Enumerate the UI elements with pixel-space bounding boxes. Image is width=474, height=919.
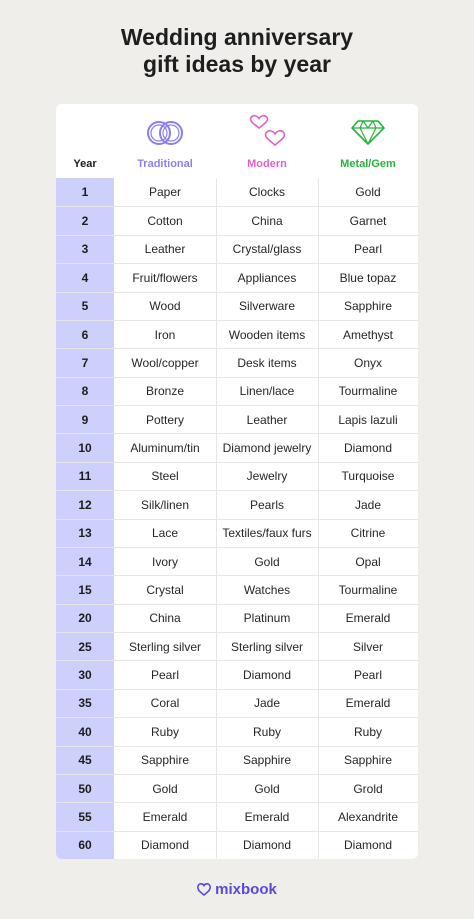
traditional-cell: Leather	[144, 242, 186, 257]
table-row	[56, 604, 418, 632]
hearts-icon	[247, 114, 287, 148]
table-header	[56, 104, 418, 178]
header-traditional-label: Traditional	[137, 158, 193, 170]
header-modern	[216, 104, 318, 178]
table-row	[56, 746, 418, 774]
modern-cell: Emerald	[244, 809, 290, 824]
modern-cell: Diamond	[242, 668, 292, 683]
year-cell: 45	[78, 753, 92, 768]
traditional-cell: Gold	[152, 781, 178, 796]
modern-cell: Gold	[254, 781, 280, 796]
traditional-cell: Emerald	[142, 809, 188, 824]
table-row	[56, 292, 418, 320]
year-cell: 2	[81, 214, 89, 229]
metal-cell: Jade	[354, 497, 382, 512]
metal-cell: Emerald	[345, 696, 391, 711]
metal-cell: Citrine	[350, 526, 386, 541]
year-cell: 3	[81, 242, 89, 257]
metal-cell: Onyx	[353, 355, 382, 370]
modern-cell: Diamond	[242, 838, 292, 853]
metal-cell: Silver	[352, 639, 383, 654]
year-cell: 25	[78, 639, 92, 654]
modern-cell: Desk items	[237, 355, 297, 370]
table-row	[56, 660, 418, 688]
table-row	[56, 575, 418, 603]
modern-cell: Ruby	[252, 724, 281, 739]
year-cell: 60	[78, 838, 92, 853]
traditional-cell: Diamond	[140, 838, 190, 853]
traditional-cell: Iron	[154, 327, 176, 342]
traditional-cell: Wood	[149, 299, 181, 314]
table-row	[56, 348, 418, 376]
traditional-cell: Wool/copper	[131, 355, 199, 370]
header-metal-label: Metal/Gem	[340, 158, 396, 170]
traditional-cell: Steel	[151, 469, 179, 484]
year-cell: 10	[78, 441, 92, 456]
traditional-cell: Sapphire	[140, 753, 190, 768]
year-cell: 1	[81, 185, 89, 200]
metal-cell: Sapphire	[343, 299, 393, 314]
header-traditional	[114, 104, 216, 178]
metal-cell: Pearl	[353, 668, 382, 683]
year-cell: 13	[78, 526, 92, 541]
metal-cell: Diamond	[343, 441, 393, 456]
page-title	[0, 24, 474, 78]
rings-icon	[144, 118, 186, 148]
modern-cell: Jade	[253, 696, 281, 711]
traditional-cell: Ivory	[151, 554, 178, 569]
traditional-cell: Ruby	[150, 724, 179, 739]
table-row	[56, 519, 418, 547]
modern-cell: Pearls	[249, 497, 284, 512]
modern-cell: Textiles/faux furs	[222, 526, 312, 541]
traditional-cell: Pottery	[145, 412, 184, 427]
table-row	[56, 490, 418, 518]
modern-cell: Wooden items	[228, 327, 306, 342]
heart-logo-icon	[197, 883, 211, 896]
metal-cell: Garnet	[349, 214, 387, 229]
modern-cell: Appliances	[237, 270, 297, 285]
modern-cell: Crystal/glass	[232, 242, 302, 257]
metal-cell: Pearl	[353, 242, 382, 257]
modern-cell: Sapphire	[242, 753, 292, 768]
traditional-cell: Lace	[151, 526, 179, 541]
gem-icon	[350, 118, 386, 146]
year-cell: 7	[81, 355, 89, 370]
metal-cell: Blue topaz	[339, 270, 397, 285]
year-cell: 30	[78, 668, 92, 683]
modern-cell: Diamond jewelry	[222, 441, 312, 456]
traditional-cell: Cotton	[147, 214, 183, 229]
table-row	[56, 263, 418, 291]
table-row	[56, 547, 418, 575]
gift-table	[56, 104, 418, 859]
year-cell: 8	[81, 384, 89, 399]
modern-cell: Gold	[254, 554, 280, 569]
metal-cell: Tourmaline	[338, 582, 398, 597]
metal-cell: Diamond	[343, 838, 393, 853]
metal-cell: Ruby	[353, 724, 382, 739]
year-cell: 15	[78, 582, 92, 597]
metal-cell: Amethyst	[342, 327, 393, 342]
traditional-cell: Sterling silver	[128, 639, 202, 654]
modern-cell: Sterling silver	[230, 639, 304, 654]
traditional-cell: Silk/linen	[140, 497, 190, 512]
traditional-cell: Crystal	[146, 582, 184, 597]
table-row	[56, 831, 418, 859]
year-cell: 9	[81, 412, 89, 427]
traditional-cell: China	[149, 611, 181, 626]
year-cell: 4	[81, 270, 89, 285]
modern-cell: Linen/lace	[239, 384, 295, 399]
year-cell: 20	[78, 611, 92, 626]
traditional-cell: Fruit/flowers	[132, 270, 198, 285]
header-metal	[318, 104, 418, 178]
table-row	[56, 405, 418, 433]
header-modern-label: Modern	[247, 158, 287, 170]
year-cell: 11	[78, 469, 92, 484]
year-cell: 40	[78, 724, 92, 739]
table-row	[56, 433, 418, 461]
year-cell: 14	[78, 554, 92, 569]
table-row	[56, 774, 418, 802]
header-year	[56, 104, 114, 178]
table-row	[56, 206, 418, 234]
table-row	[56, 802, 418, 830]
title-line-1: Wedding anniversary	[120, 24, 354, 50]
metal-cell: Sapphire	[343, 753, 393, 768]
table-row	[56, 235, 418, 263]
traditional-cell: Pearl	[150, 668, 179, 683]
metal-cell: Gold	[355, 185, 381, 200]
table-row	[56, 717, 418, 745]
metal-cell: Lapis lazuli	[338, 412, 398, 427]
traditional-cell: Paper	[148, 185, 182, 200]
modern-cell: Jewelry	[246, 469, 288, 484]
metal-cell: Tourmaline	[338, 384, 398, 399]
metal-cell: Alexandrite	[337, 809, 399, 824]
table-row	[56, 377, 418, 405]
table-row	[56, 462, 418, 490]
modern-cell: Silverware	[238, 299, 295, 314]
modern-cell: Watches	[243, 582, 291, 597]
metal-cell: Grold	[353, 781, 383, 796]
table-row	[56, 632, 418, 660]
footer	[0, 879, 474, 899]
traditional-cell: Aluminum/tin	[130, 441, 200, 456]
year-cell: 5	[81, 299, 89, 314]
metal-cell: Turquoise	[341, 469, 395, 484]
modern-cell: Clocks	[248, 185, 285, 200]
year-cell: 12	[78, 497, 92, 512]
table-row	[56, 689, 418, 717]
modern-cell: China	[251, 214, 283, 229]
modern-cell: Leather	[246, 412, 288, 427]
metal-cell: Opal	[355, 554, 381, 569]
title-line-2: gift ideas by year	[143, 51, 331, 77]
traditional-cell: Coral	[150, 696, 180, 711]
brand-name: mixbook	[215, 880, 277, 898]
table-row	[56, 320, 418, 348]
table-row	[56, 178, 418, 206]
traditional-cell: Bronze	[145, 384, 185, 399]
modern-cell: Platinum	[243, 611, 291, 626]
header-year-label: Year	[73, 158, 97, 170]
year-cell: 55	[78, 809, 92, 824]
metal-cell: Emerald	[345, 611, 391, 626]
year-cell: 50	[78, 781, 92, 796]
year-cell: 6	[81, 327, 89, 342]
year-cell: 35	[78, 696, 92, 711]
